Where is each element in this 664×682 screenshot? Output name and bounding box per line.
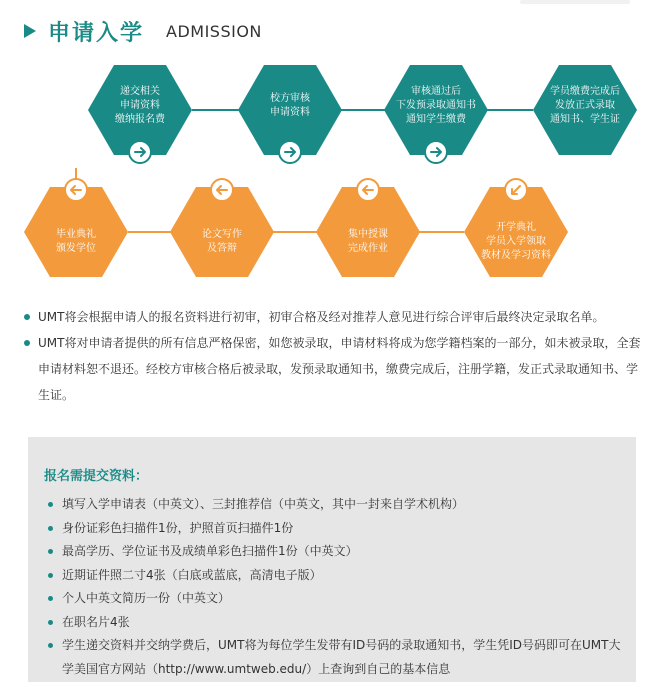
step-label: 申请资料: [120, 100, 160, 111]
arrow-left-icon: [357, 179, 379, 201]
material-text: 个人中英文简历一份（中英文）: [62, 591, 231, 605]
arrow-left-icon: [65, 179, 87, 201]
step-label: 审核通过后: [411, 86, 461, 97]
step-label: 发放正式录取: [555, 100, 615, 111]
step-label: 开学典礼: [496, 222, 536, 233]
list-item: [46, 493, 626, 517]
list-item: [46, 611, 626, 635]
list-item: [46, 587, 626, 611]
material-text: 在职名片4张: [62, 614, 130, 629]
materials-title: 报名需提交资料：: [44, 469, 149, 484]
process-step-top: [384, 65, 488, 163]
list-item: [46, 634, 626, 681]
step-label: 集中授课: [348, 229, 388, 240]
bullet-icon: [48, 549, 53, 554]
process-step-top: [88, 65, 192, 163]
section-subtitle: ADMISSION: [166, 21, 262, 41]
arrow-right-icon: [425, 141, 447, 163]
step-label: 通知书、学生证: [550, 114, 620, 125]
section-title: 申请入学: [48, 20, 145, 46]
list-item: [24, 304, 644, 330]
step-label: 论文写作: [202, 229, 242, 240]
step-label: 递交相关: [120, 86, 160, 97]
admission-process-diagram: [0, 60, 664, 292]
material-text: 学生递交资料并交纳学费后，UMT将为每位学生发带有ID号码的录取通知书，学生凭ID号码即可在UMT大学美国官方网站（http://www.umtweb.edu/）上查询到自己的基本信息: [62, 638, 621, 676]
process-step-bottom: [464, 179, 568, 277]
step-label: 学员入学领取: [486, 236, 546, 247]
section-header: [24, 14, 262, 48]
arrow-down-left-icon: [505, 179, 527, 201]
list-item: [46, 564, 626, 588]
step-label: 申请资料: [270, 107, 310, 118]
process-step-top: [238, 65, 342, 163]
bullet-icon: [48, 596, 53, 601]
bullet-icon: [48, 573, 53, 578]
material-text: 最高学历、学位证书及成绩单彩色扫描件1份（中英文）: [62, 544, 358, 558]
arrow-right-icon: [279, 141, 301, 163]
step-label: 颁发学位: [56, 243, 96, 254]
note-text: UMT将对申请者提供的所有信息严格保密，如您被录取，申请材料将成为您学籍档案的一部分，如未被录取，全套申请材料恕不退还。经校方审核合格后被录取，发预录取通知书，缴费完成后，注册学籍，发正式录取通知书、学生证。: [38, 336, 641, 402]
process-step-bottom: [170, 179, 274, 277]
step-label: 通知学生缴费: [406, 114, 466, 125]
process-step-top: [533, 65, 637, 155]
step-label: 及答辩: [207, 243, 237, 254]
list-item: [46, 517, 626, 541]
step-label: 毕业典礼: [56, 229, 96, 240]
bullet-icon: [24, 314, 30, 320]
right-connector: [529, 110, 539, 182]
bullet-icon: [48, 620, 53, 625]
arrow-right-icon: [129, 141, 151, 163]
materials-panel: [28, 437, 636, 682]
arrow-left-icon: [211, 179, 233, 201]
process-step-bottom: [24, 179, 128, 277]
process-step-bottom: [316, 179, 420, 277]
flow-steps: [24, 65, 637, 277]
step-label: 缴纳报名费: [115, 114, 165, 125]
material-text: 近期证件照二寸4张（白底或蓝底，高清电子版）: [62, 567, 322, 582]
top-band: [0, 0, 664, 6]
step-label: 完成作业: [348, 243, 388, 254]
bullet-icon: [48, 526, 53, 531]
list-item: [24, 330, 644, 408]
notes-list: [24, 304, 644, 408]
material-text: 身份证彩色扫描件1份，护照首页扫描件1份: [62, 520, 294, 535]
list-item: [46, 540, 626, 564]
top-decoration: [520, 0, 630, 4]
bullet-icon: [24, 340, 30, 346]
step-label: 学员缴费完成后: [550, 86, 620, 97]
note-text: UMT将会根据申请人的报名资料进行初审，初审合格及经对推荐人意见进行综合评审后最终决定录取名单。: [38, 310, 605, 324]
step-label: 下发预录取通知书: [396, 100, 476, 111]
material-text: 填写入学申请表（中英文）、三封推荐信（中英文，其中一封来自学术机构）: [62, 497, 465, 511]
bullet-icon: [48, 502, 53, 507]
step-label: 校方审核: [270, 93, 310, 104]
bullet-icon: [48, 643, 53, 648]
step-label: 教材及学习资料: [481, 250, 551, 261]
materials-list: [46, 493, 626, 681]
triangle-right-icon: [24, 24, 36, 38]
